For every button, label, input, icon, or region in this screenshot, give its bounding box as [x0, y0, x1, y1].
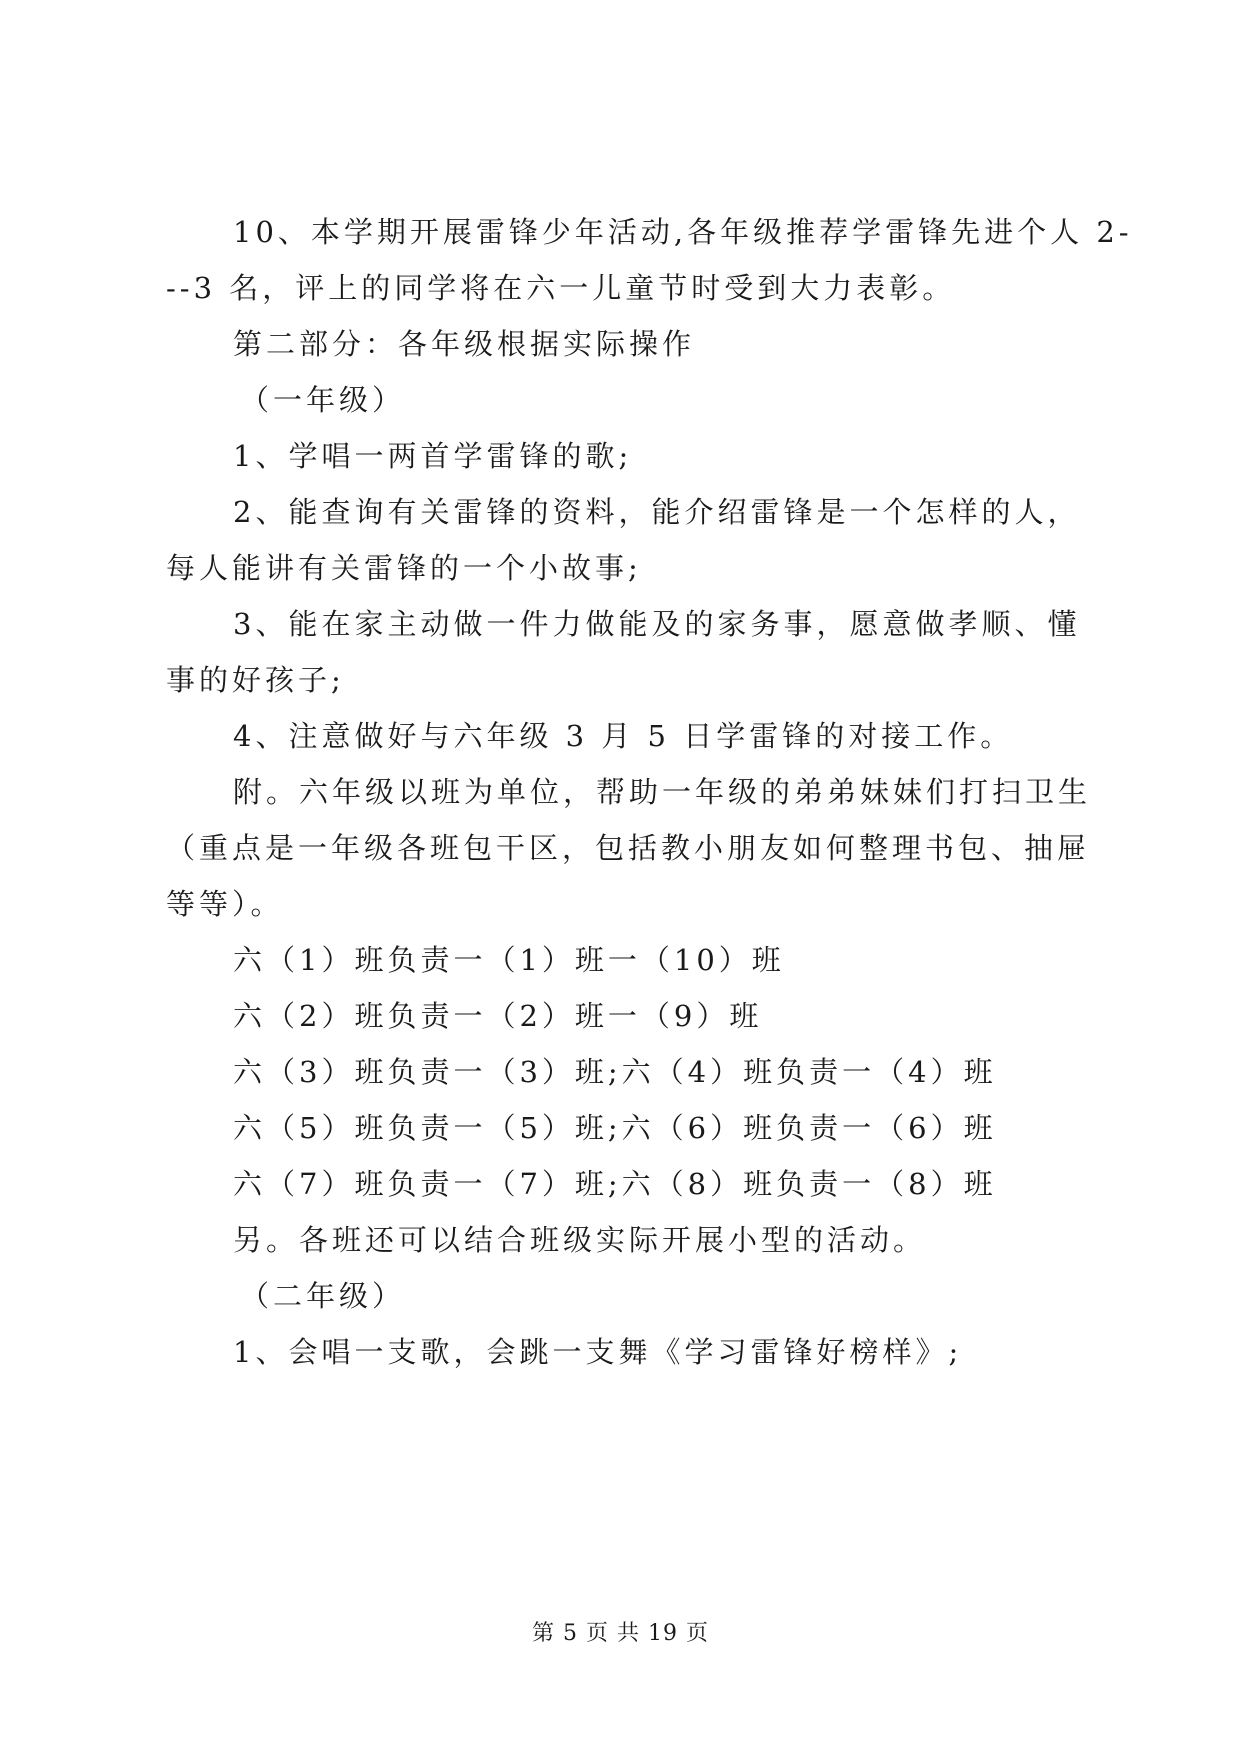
grade-heading: （二年级）: [240, 1279, 406, 1313]
paragraph-line: --3 名，评上的同学将在六一儿童节时受到大力表彰。: [166, 271, 956, 305]
paragraph-line: 每人能讲有关雷锋的一个小故事;: [166, 551, 642, 585]
assignment-line: 六（1）班负责一（1）班一（10）班: [233, 943, 785, 977]
assignment-line: 六（3）班负责一（3）班;六（4）班负责一（4）班: [233, 1055, 997, 1089]
assignment-line: 六（2）班负责一（2）班一（9）班: [233, 999, 763, 1033]
grade-heading: （一年级）: [240, 383, 406, 417]
assignment-line: 六（7）班负责一（7）班;六（8）班负责一（8）班: [233, 1167, 997, 1201]
paragraph-line: 等等）。: [166, 887, 284, 921]
paragraph-line: 事的好孩子;: [166, 663, 345, 697]
paragraph-line: 10、本学期开展雷锋少年活动,各年级推荐学雷锋先进个人 2-: [233, 215, 1133, 249]
assignment-line: 六（5）班负责一（5）班;六（6）班负责一（6）班: [233, 1111, 997, 1145]
page-footer: 第 5 页 共 19 页: [532, 1621, 709, 1646]
paragraph-line: （重点是一年级各班包干区，包括教小朋友如何整理书包、抽屉: [166, 831, 1091, 865]
list-item: 1、会唱一支歌，会跳一支舞《学习雷锋好榜样》;: [233, 1335, 963, 1369]
paragraph-line: 另。各班还可以结合班级实际开展小型的活动。: [233, 1223, 927, 1257]
list-item: 4、注意做好与六年级 3 月 5 日学雷锋的对接工作。: [233, 719, 1014, 753]
list-item: 3、能在家主动做一件力做能及的家务事，愿意做孝顺、懂: [233, 607, 1081, 641]
section-heading: 第二部分：各年级根据实际操作: [233, 327, 696, 361]
list-item: 1、学唱一两首学雷锋的歌;: [233, 439, 633, 473]
paragraph-line: 附。六年级以班为单位，帮助一年级的弟弟妹妹们打扫卫生: [233, 775, 1092, 809]
list-item: 2、能查询有关雷锋的资料，能介绍雷锋是一个怎样的人，: [233, 495, 1081, 529]
